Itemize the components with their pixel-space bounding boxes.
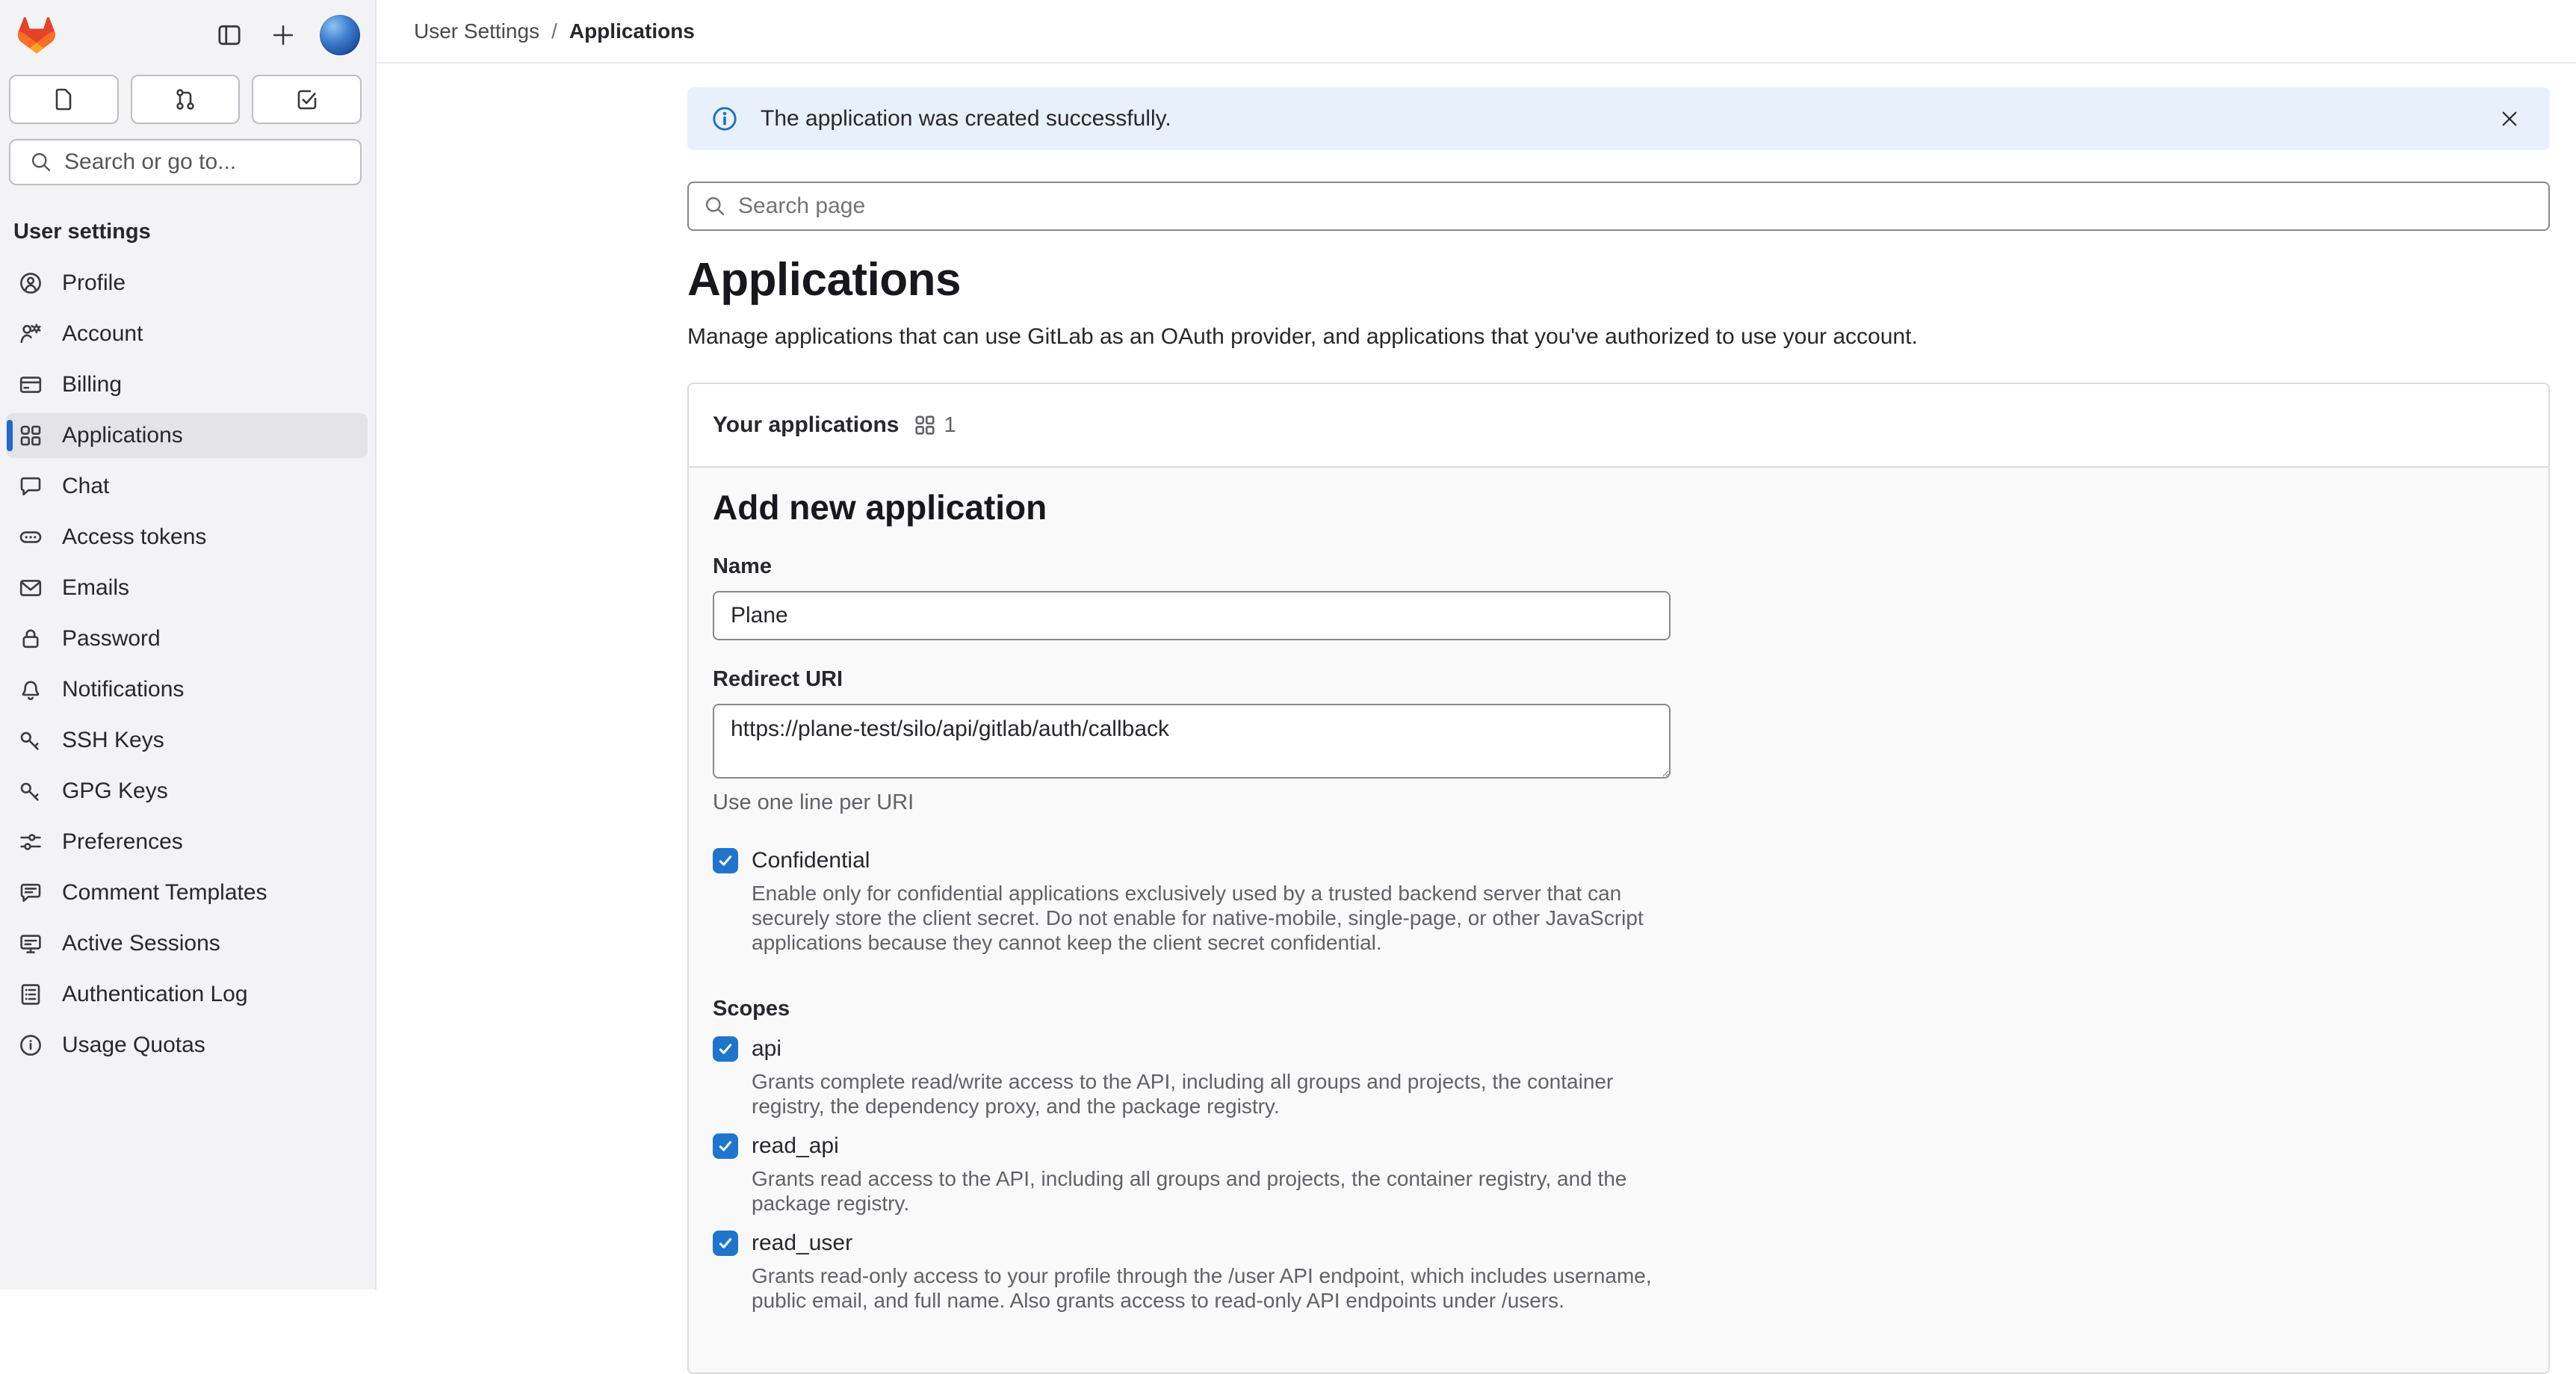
email-icon xyxy=(19,576,43,600)
confidential-checkbox[interactable] xyxy=(713,848,738,873)
merge-requests-shortcut-button[interactable] xyxy=(131,75,241,124)
page-search-input[interactable] xyxy=(737,193,2533,220)
profile-icon xyxy=(19,271,43,295)
applications-icon xyxy=(914,414,936,436)
name-field[interactable] xyxy=(713,591,1671,640)
applications-icon xyxy=(19,424,43,448)
scope-read-api-row xyxy=(713,1133,2524,1159)
count-value: 1 xyxy=(944,412,956,437)
card-header xyxy=(689,384,2548,468)
page-search xyxy=(687,182,2550,231)
user-avatar[interactable] xyxy=(320,15,360,55)
page-description: Manage applications that can use GitLab as an OAuth provider, and applications that you've authorized to use your account. xyxy=(687,324,1918,349)
redirect-uri-help: Use one line per URI xyxy=(713,790,914,814)
close-icon[interactable] xyxy=(2495,104,2524,134)
sidebar-item-preferences[interactable]: Preferences xyxy=(6,820,368,864)
scope-api-label: api xyxy=(752,1036,782,1062)
sidebar-item-active-sessions[interactable]: Active Sessions xyxy=(6,921,368,966)
scope-read-api-help: Grants read access to the API, including all groups and projects, the container registry, and the package registry. xyxy=(752,1167,1627,1216)
sidebar-item-ssh-keys[interactable]: SSH Keys xyxy=(6,718,368,763)
breadcrumb-current: Applications xyxy=(569,19,695,43)
sliders-icon xyxy=(19,830,43,854)
gauge-icon xyxy=(19,1033,43,1057)
sidebar-item-chat[interactable]: Chat xyxy=(6,464,368,509)
sidebar-item-password[interactable]: Password xyxy=(6,616,368,661)
scope-read-user-row xyxy=(713,1231,2524,1256)
sidebar-item-gpg-keys[interactable]: GPG Keys xyxy=(6,769,368,814)
scopes-label: Scopes xyxy=(713,997,790,1021)
scope-read-api-checkbox[interactable] xyxy=(713,1133,738,1159)
chat-icon xyxy=(19,474,43,498)
search-icon xyxy=(704,195,726,217)
sidebar-header xyxy=(0,0,375,55)
applications-count xyxy=(914,413,956,438)
sidebar-item-profile[interactable]: Profile xyxy=(6,261,368,306)
create-new-plus-icon[interactable] xyxy=(266,18,300,52)
applications-card xyxy=(687,383,2550,1374)
scope-read-api xyxy=(713,1133,2524,1216)
confidential-help: Enable only for confidential applications exclusively used by a trusted backend server that can securely store the client secret. Do not enable for native-mobile, single-page, or other JavaScript applications because they cannot keep the client secret confidential. xyxy=(752,882,1644,955)
todo-check-icon xyxy=(295,87,319,111)
bell-icon xyxy=(19,678,43,702)
confidential-label: Confidential xyxy=(752,848,870,873)
log-list-icon xyxy=(19,982,43,1006)
sidebar-item-emails[interactable]: Emails xyxy=(6,566,368,610)
topbar xyxy=(377,0,2576,64)
redirect-uri-field[interactable] xyxy=(713,704,1671,779)
add-application-form xyxy=(689,468,2548,1373)
content xyxy=(687,64,2550,1374)
sidebar-search[interactable] xyxy=(9,139,362,185)
search-icon xyxy=(30,151,52,173)
alert-message: The application was created successfully. xyxy=(761,106,1171,131)
sidebar-item-authentication-log[interactable]: Authentication Log xyxy=(6,972,368,1017)
main-area xyxy=(377,0,2576,1313)
comment-lines-icon xyxy=(19,881,43,905)
sidebar-item-billing[interactable]: Billing xyxy=(6,362,368,407)
scope-api xyxy=(713,1036,2524,1118)
scope-read-user-help: Grants read-only access to your profile through the /user API endpoint, which includes username, public email, and full name. Also grants access to read-only API endpoints under /users. xyxy=(752,1264,1652,1313)
scope-api-checkbox[interactable] xyxy=(713,1036,738,1062)
todos-shortcut-button[interactable] xyxy=(252,75,362,124)
breadcrumb-user-settings[interactable]: User Settings xyxy=(414,19,540,43)
sidebar-search-placeholder: Search or go to... xyxy=(64,149,237,174)
sidebar-item-access-tokens[interactable]: Access tokens xyxy=(6,515,368,560)
confidential-row xyxy=(713,848,2524,873)
gitlab-logo-icon[interactable] xyxy=(18,17,55,53)
sidebar-item-account[interactable]: Account xyxy=(6,312,368,356)
info-icon xyxy=(711,105,738,132)
checkmark-icon xyxy=(716,1234,734,1252)
token-icon xyxy=(19,525,43,549)
success-alert xyxy=(687,87,2550,150)
scope-api-help: Grants complete read/write access to the API, including all groups and projects, the container registry, the dependency proxy, and the package registry. xyxy=(752,1070,1614,1118)
sidebar-toggle-icon[interactable] xyxy=(212,18,247,52)
breadcrumb-separator: / xyxy=(551,19,557,43)
account-icon xyxy=(19,322,43,346)
sidebar-heading: User settings xyxy=(13,220,151,244)
scope-read-user xyxy=(713,1231,2524,1313)
scope-read-api-label: read_api xyxy=(752,1133,839,1159)
monitor-icon xyxy=(19,932,43,956)
card-title: Your applications xyxy=(713,412,900,437)
sidebar-item-comment-templates[interactable]: Comment Templates xyxy=(6,870,368,915)
merge-request-icon xyxy=(173,87,197,111)
key-icon xyxy=(19,728,43,752)
page-title: Applications xyxy=(687,254,962,306)
scope-read-user-label: read_user xyxy=(752,1231,853,1256)
checkmark-icon xyxy=(716,1137,734,1155)
sidebar-item-usage-quotas[interactable]: Usage Quotas xyxy=(6,1023,368,1068)
issues-shortcut-button[interactable] xyxy=(9,75,119,124)
super-sidebar xyxy=(0,0,377,1290)
billing-icon xyxy=(19,373,43,397)
checkmark-icon xyxy=(716,852,734,870)
lock-icon xyxy=(19,627,43,651)
sidebar-nav xyxy=(0,261,375,1068)
checkmark-icon xyxy=(716,1040,734,1058)
issues-icon xyxy=(52,87,75,111)
sidebar-shortcuts xyxy=(9,75,362,124)
scope-api-row xyxy=(713,1036,2524,1062)
redirect-uri-label: Redirect URI xyxy=(713,667,843,691)
sidebar-item-applications[interactable]: Applications xyxy=(6,413,368,458)
form-title: Add new application xyxy=(713,488,1047,527)
key-icon xyxy=(19,779,43,803)
sidebar-item-notifications[interactable]: Notifications xyxy=(6,667,368,712)
name-label: Name xyxy=(713,554,772,578)
scope-read-user-checkbox[interactable] xyxy=(713,1231,738,1256)
